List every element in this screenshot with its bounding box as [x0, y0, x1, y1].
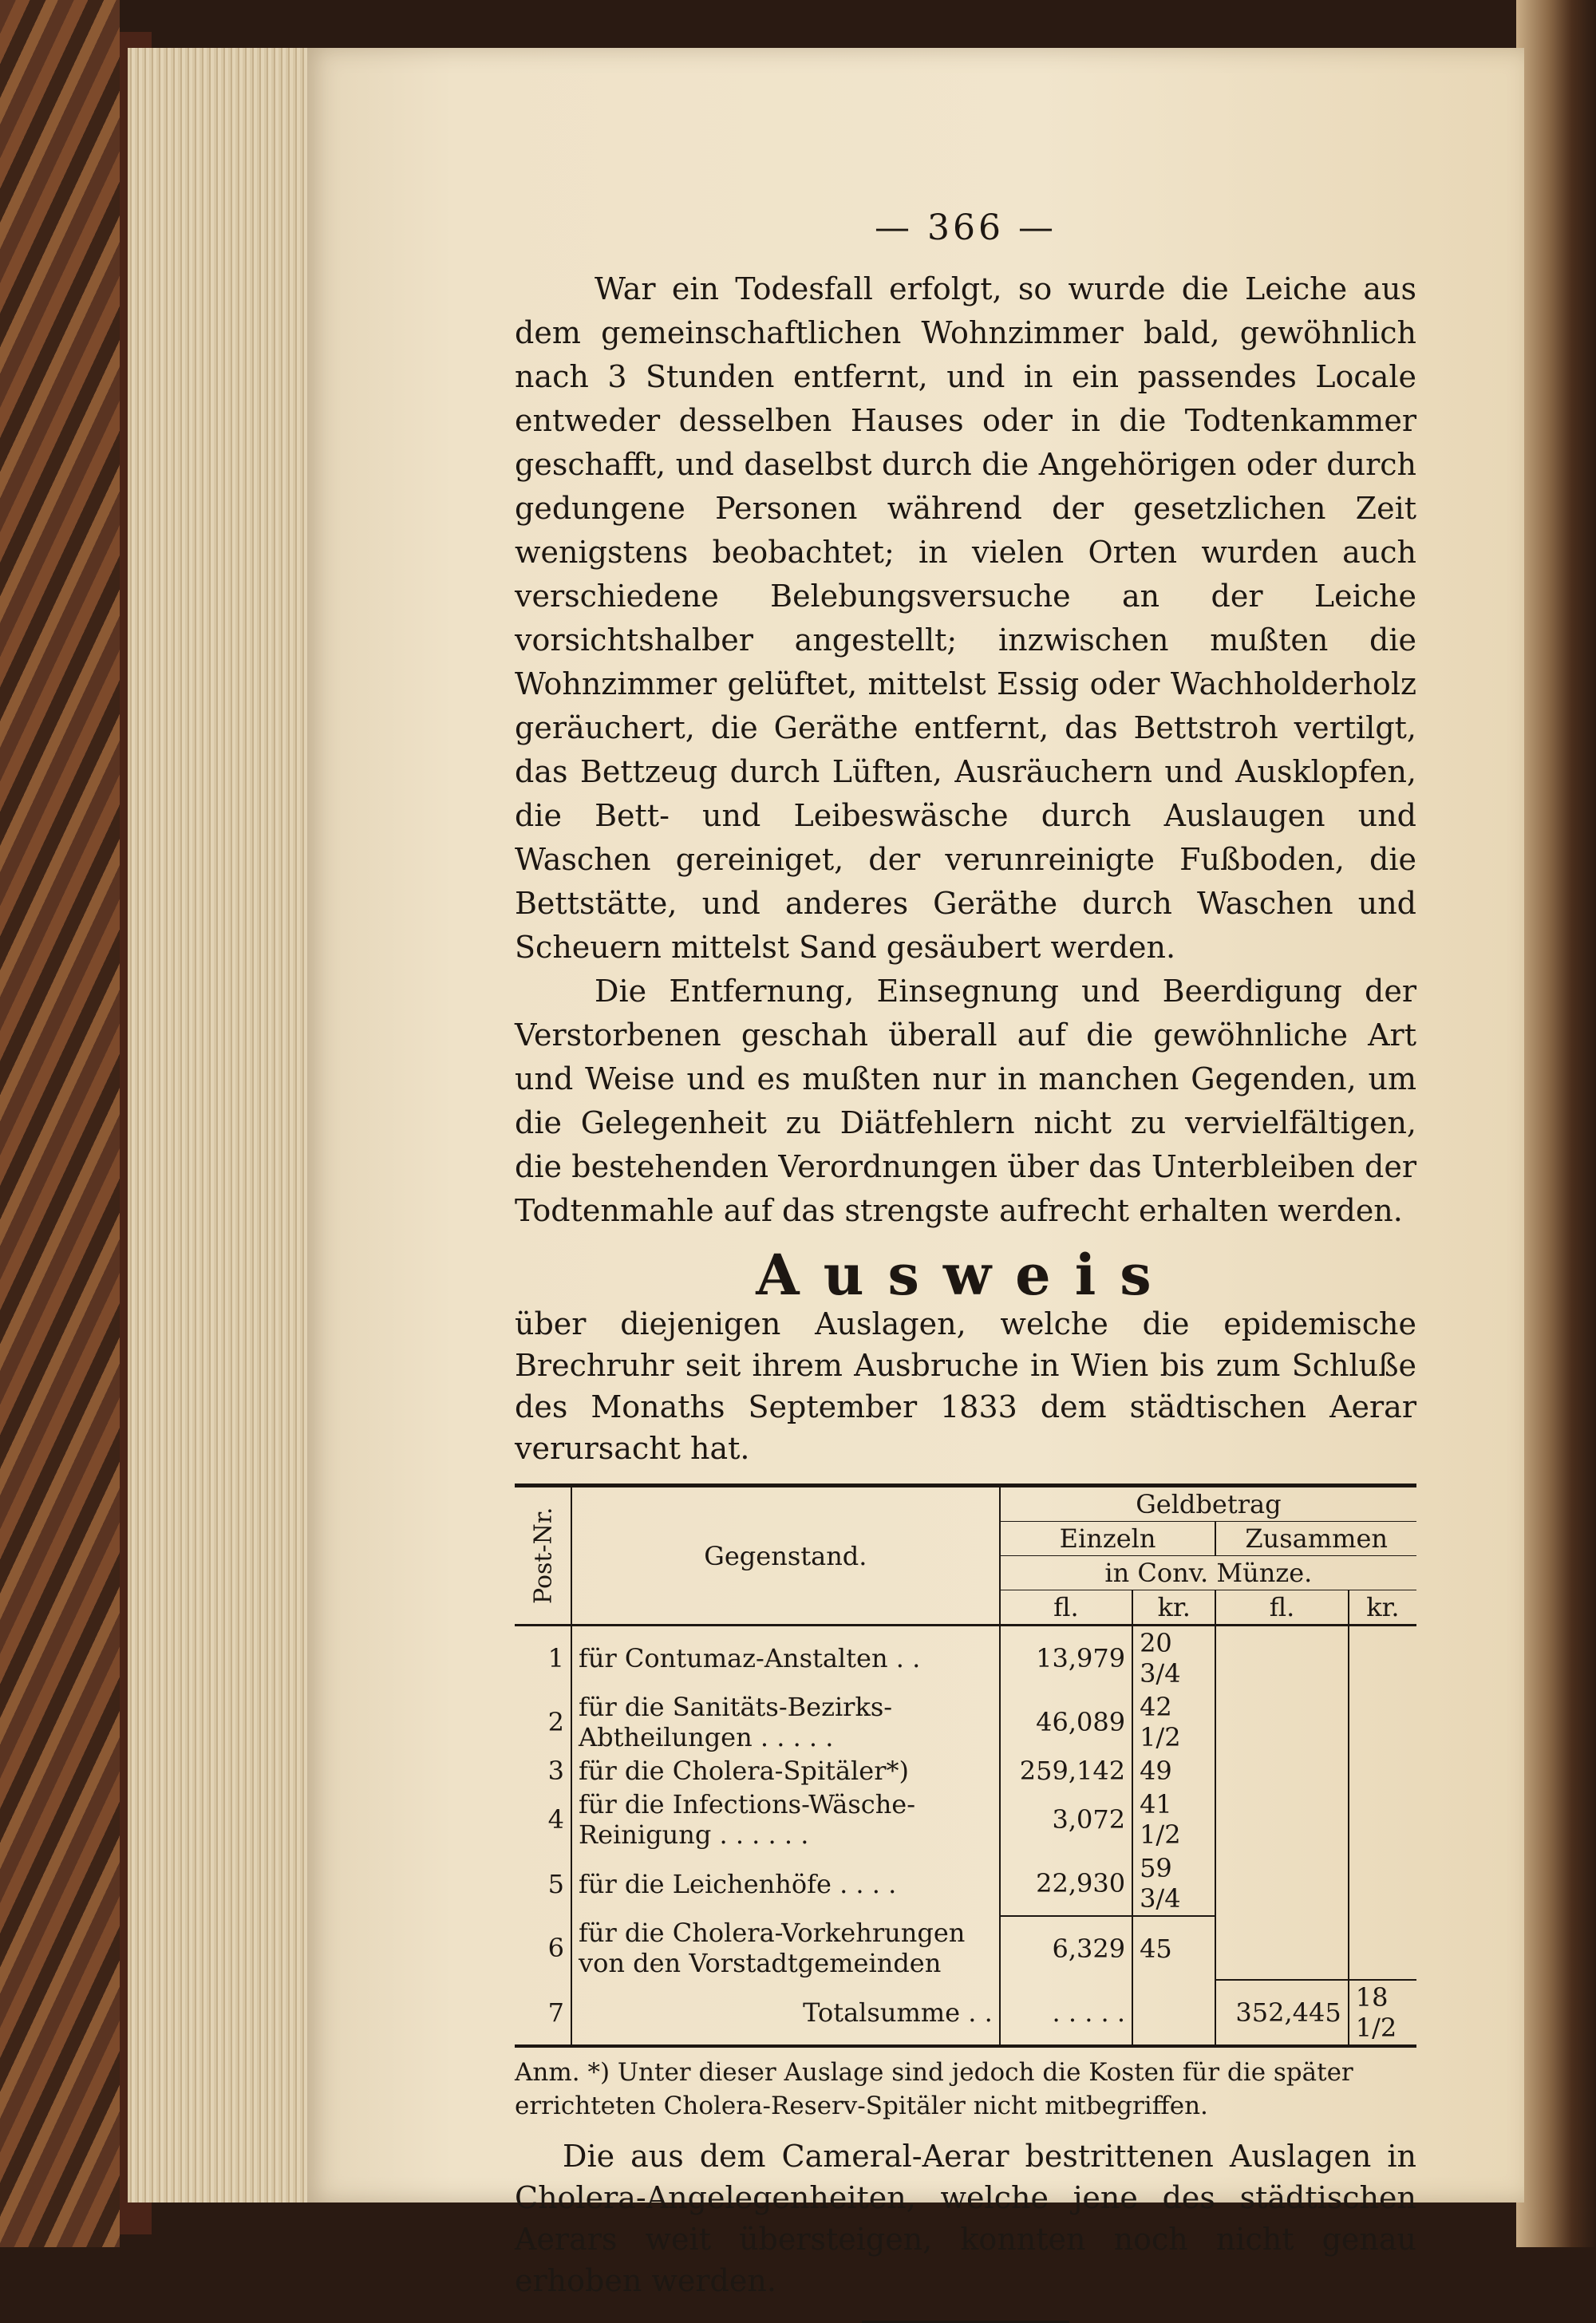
footnote: Anm. *) Unter dieser Auslage sind jedoch die Kosten für die später errichteten Cholera-Reserv-Spitäler nicht mitbegriffen.: [515, 2058, 1353, 2120]
page-edges: [128, 48, 311, 2203]
col-subject: Gegenstand.: [571, 1486, 1000, 1626]
table-row: 1 für Contumaz-Anstalten . . 13,979 20 3/4: [515, 1626, 1416, 1691]
col-currency: in Conv. Münze.: [1000, 1556, 1416, 1590]
col-single-kr: kr.: [1132, 1590, 1215, 1626]
book-cover: [0, 0, 120, 2247]
col-total-fl: fl.: [1215, 1590, 1348, 1626]
table-row: 4 für die Infections-Wäsche-Reinigung . . . . . . 3,072 41 1/2: [515, 1788, 1416, 1851]
table-total-row: 7 Totalsumme . . . . . . . 352,445 18 1/2: [515, 1980, 1416, 2046]
paragraph-1: War ein Todesfall erfolgt, so wurde die Leiche aus dem gemeinschaftlichen Wohnzimmer bald, gewöhnlich nach 3 Stunden entfernt, und in ein passendes Locale entweder desselben Hauses oder in die Todtenkammer geschafft, und daselbst durch die Angehörigen oder durch gedungene Personen während der gesetzlichen Zeit wenigstens beobachtet; in vielen Orten wurden auch verschiedene Belebungsversuche an der Leiche vorsichtshalber angestellt; inzwischen mußten die Wohnzimmer gelüftet, mittelst Essig oder Wachholderholz geräuchert, die Geräthe entfernt, das Bettstroh vertilgt, das Bettzeug durch Lüften, Ausräuchern und Ausklopfen, die Bett- und Leibeswäsche durch Auslaugen und Waschen gereiniget, der verunreinigte Fußboden, die Bettstätte, und anderes Geräthe durch Waschen und Scheuern mittelst Sand gesäubert werden.: [515, 271, 1416, 965]
page-number: — 366 —: [875, 207, 1057, 248]
col-amount: Geldbetrag: [1000, 1486, 1416, 1522]
col-post-number: Post-Nr.: [515, 1486, 571, 1626]
paragraph-2: Die Entfernung, Einsegnung und Beerdigung der Verstorbenen geschah überall auf die gewöhnliche Art und Weise und es mußten nur in manchen Gegenden, um die Gelegenheit zu Diätfehlern nicht zu vervielfältigen, die bestehenden Verordnungen über das Unterbleiben der Todtenmahle auf das strengste aufrecht erhalten werden.: [515, 974, 1416, 1228]
paragraph-3: Die aus dem Cameral-Aerar bestrittenen Auslagen in Cholera-Angelegenheiten, welche jene des städtischen Aerars weit übersteigen, konnten noch nicht genau erhoben werden.: [515, 2139, 1416, 2298]
table-row: 3 für die Cholera-Spitäler*) 259,142 49: [515, 1754, 1416, 1788]
section-heading: Ausweis: [756, 1242, 1175, 1308]
col-single: Einzeln: [1000, 1522, 1216, 1556]
expense-table: [515, 1483, 1416, 2048]
table-row: 5 für die Leichenhöfe . . . . 22,930 59 3/4: [515, 1851, 1416, 1916]
table-row: 2 für die Sanitäts-Bezirks-Abtheilungen . . . . . 46,089 42 1/2: [515, 1690, 1416, 1754]
col-total-kr: kr.: [1349, 1590, 1416, 1626]
section-subheading: über diejenigen Auslagen, welche die epidemische Brechruhr seit ihrem Ausbruche in Wien bis zum Schluße des Monaths September 1833 dem städtischen Aerar verursacht hat.: [515, 1306, 1416, 1466]
col-total: Zusammen: [1215, 1522, 1416, 1556]
col-single-fl: fl.: [1000, 1590, 1132, 1626]
page-content: [515, 207, 1416, 2323]
book-page: [307, 48, 1524, 2298]
table-row: 6 für die Cholera-Vorkehrungen von den Vorstadtgemeinden 6,329 45: [515, 1916, 1416, 1980]
gutter: [1516, 0, 1596, 2247]
body-text: [515, 267, 1416, 1233]
